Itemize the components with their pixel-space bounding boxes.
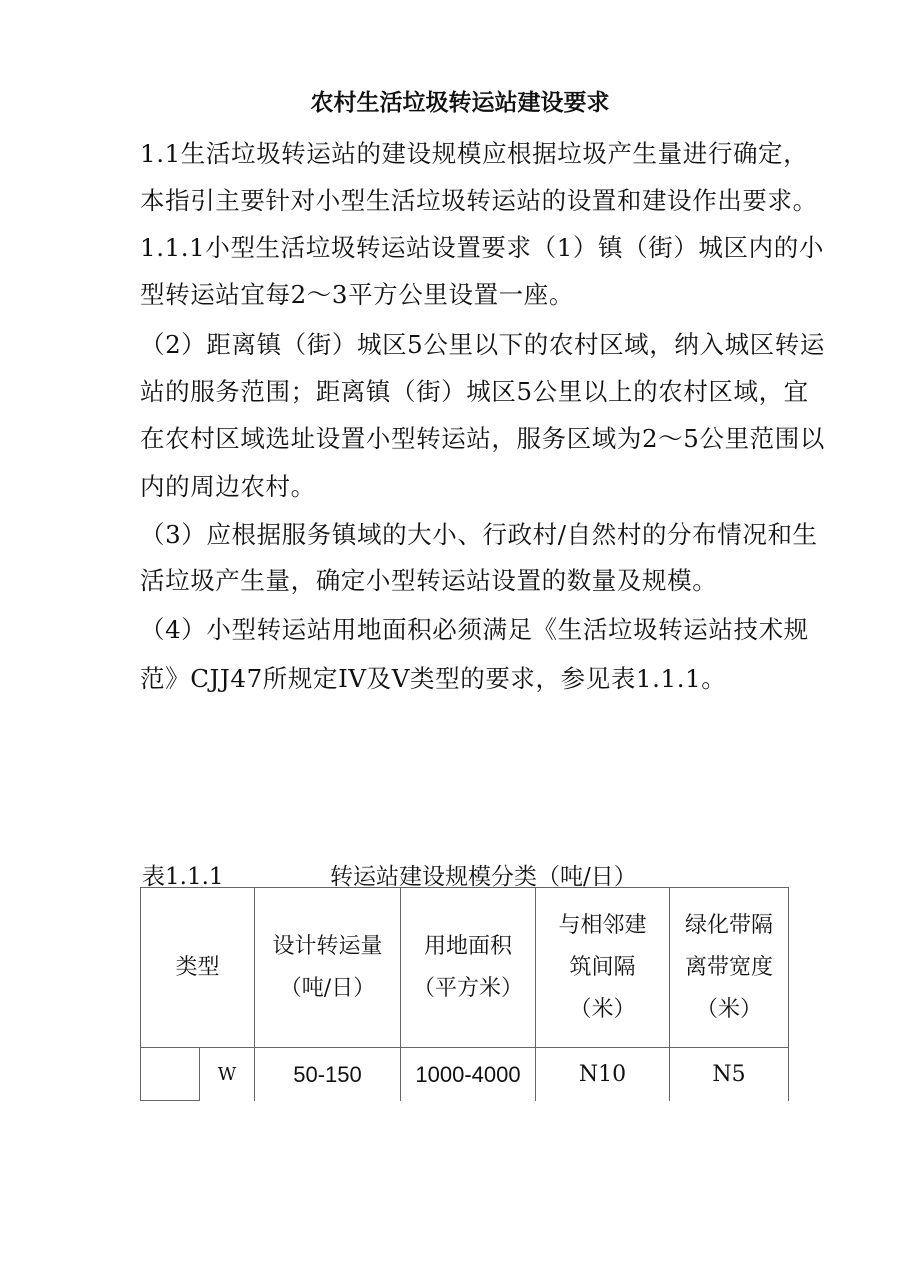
header-type: 类型	[140, 887, 255, 1048]
paragraph-line: 内的周边农村。	[140, 472, 316, 501]
row-area: 1000-4000	[400, 1047, 536, 1101]
table-number: 表1.1.1	[142, 864, 224, 890]
header-text: 与相邻建	[558, 912, 647, 938]
paragraph-line: 型转运站宜每2～3平方公里设置一座。	[140, 280, 574, 309]
row-spacing: N10	[535, 1047, 670, 1101]
row-green: N5	[669, 1047, 789, 1101]
header-text: 筑间隔	[569, 954, 636, 980]
row-subtype: W	[199, 1047, 255, 1101]
header-text: （米）	[695, 996, 762, 1022]
paragraph-line: 站的服务范围；距离镇（街）城区5公里以上的农村区域，宜	[140, 377, 809, 406]
header-text: 用地面积	[423, 933, 512, 959]
paragraph-line: 本指引主要针对小型生活垃圾转运站的设置和建设作出要求。	[140, 186, 818, 215]
row-category	[140, 1047, 200, 1101]
document-title: 农村生活垃圾转运站建设要求	[310, 90, 610, 116]
header-text: （吨/日）	[279, 975, 376, 1001]
header-area	[400, 887, 536, 1048]
paragraph-line: 1.1.1小型生活垃圾转运站设置要求（1）镇（街）城区内的小	[140, 233, 824, 262]
paragraph-line: 在农村区域选址设置小型转运站，服务区域为2～5公里范围以	[140, 424, 825, 453]
paragraph-line: （4）小型转运站用地面积必须满足《生活垃圾转运站技术规	[140, 615, 809, 644]
paragraph-line: 范》CJJ47所规定IV及V类型的要求，参见表1.1.1。	[140, 664, 727, 693]
header-capacity	[254, 887, 401, 1048]
header-text: （平方米）	[412, 975, 523, 1001]
header-text: 离带宽度	[684, 954, 773, 980]
paragraph-line: （3）应根据服务镇域的大小、行政村/自然村的分布情况和生	[140, 520, 818, 549]
row-capacity: 50-150	[254, 1047, 401, 1101]
header-text: （米）	[569, 996, 636, 1022]
header-green	[669, 887, 789, 1048]
paragraph-line: （2）距离镇（街）城区5公里以下的农村区域，纳入城区转运	[140, 330, 825, 359]
header-text: 设计转运量	[272, 933, 383, 959]
paragraph-line: 1.1生活垃圾转运站的建设规模应根据垃圾产生量进行确定，	[140, 139, 809, 168]
table-caption: 转运站建设规模分类（吨/日）	[330, 864, 637, 890]
header-spacing	[535, 887, 670, 1048]
header-text: 绿化带隔	[684, 912, 773, 938]
paragraph-line: 活垃圾产生量，确定小型转运站设置的数量及规模。	[140, 566, 718, 595]
